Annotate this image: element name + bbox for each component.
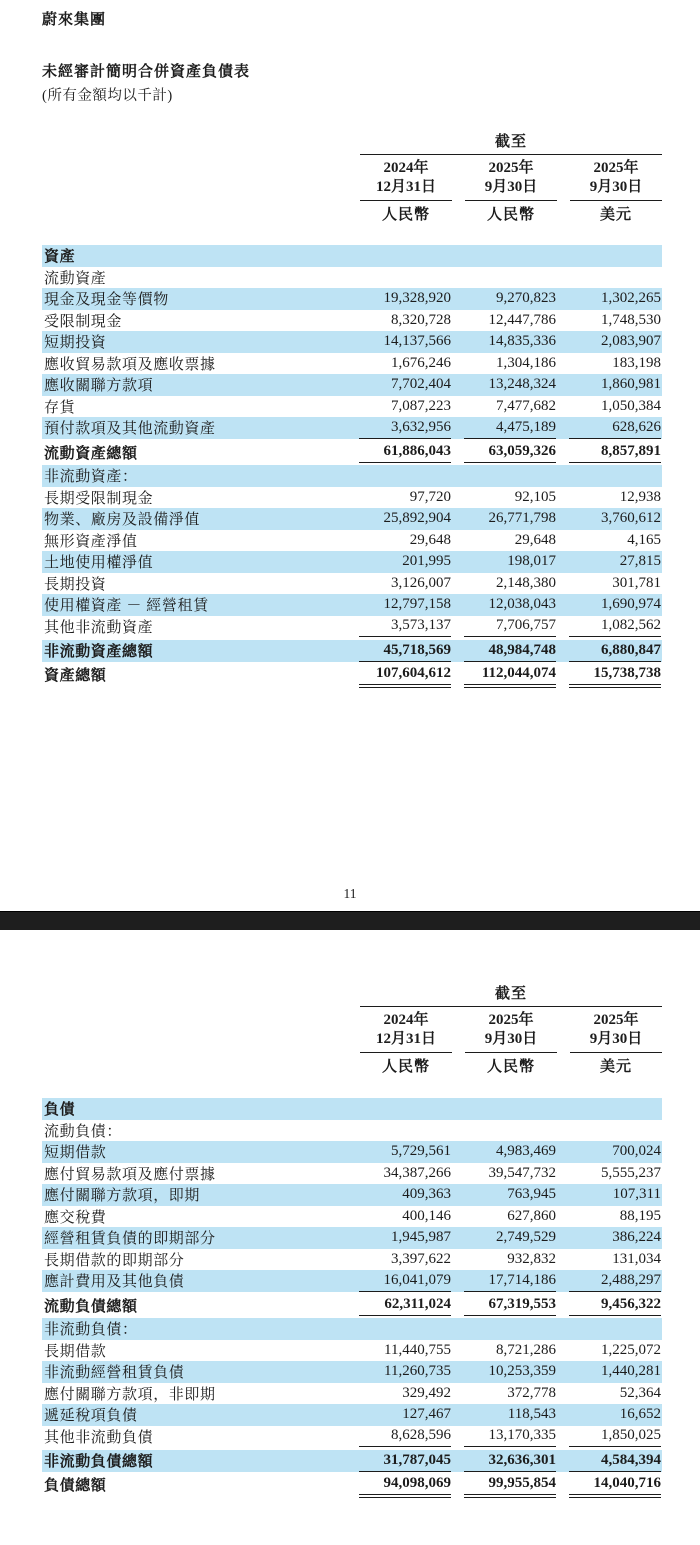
table-row (42, 1450, 662, 1472)
row-label: 非流動經營租賃負債 (44, 1365, 185, 1382)
table-row (42, 374, 662, 396)
row-value: 3,573,137 (359, 616, 451, 638)
row-value (359, 1120, 451, 1142)
table-row (42, 1340, 662, 1362)
row-value: 932,832 (507, 1250, 556, 1267)
row-value: 32,636,301 (464, 1450, 556, 1472)
table-row (42, 310, 662, 332)
row-value (464, 1120, 556, 1142)
row-value: 1,082,562 (569, 616, 661, 638)
row-value: 1,748,530 (601, 311, 661, 328)
row-value: 763,945 (507, 1186, 556, 1203)
table-row (42, 442, 662, 464)
row-value: 14,137,566 (383, 333, 451, 350)
row-label: 流動負債： (44, 1123, 123, 1140)
row-label: 長期受限制現金 (44, 490, 154, 507)
row-value (569, 267, 661, 289)
column-currency: 人民幣 (381, 1059, 430, 1075)
table-row (42, 1206, 662, 1228)
table-row (42, 1404, 662, 1426)
row-label: 應計費用及其他負債 (44, 1274, 185, 1291)
row-label: 應收關聯方款項 (44, 378, 154, 395)
table-row (42, 1184, 662, 1206)
row-value: 97,720 (409, 488, 451, 505)
row-value: 3,760,612 (601, 510, 661, 527)
row-label: 現金及現金等價物 (44, 292, 169, 309)
row-value: 67,319,553 (464, 1295, 556, 1317)
row-value: 7,087,223 (391, 397, 451, 414)
row-label: 流動負債總額 (44, 1298, 138, 1315)
row-value: 372,778 (507, 1384, 556, 1401)
row-value: 1,304,186 (496, 354, 556, 371)
date-header-row (360, 155, 662, 201)
row-value: 198,017 (507, 553, 556, 570)
row-value: 2,488,297 (569, 1270, 661, 1292)
as-of-label: 截至 (360, 982, 662, 1007)
table-row (42, 573, 662, 595)
table-row (42, 267, 662, 289)
row-value: 1,050,384 (601, 397, 661, 414)
row-label: 非流動負債總額 (44, 1454, 154, 1471)
column-date: 2025年 9月30日 (465, 1007, 557, 1053)
row-value: 409,363 (402, 1186, 451, 1203)
row-value: 25,892,904 (383, 510, 451, 527)
row-value (359, 267, 451, 289)
row-value: 2,749,529 (496, 1229, 556, 1246)
row-value: 1,225,072 (601, 1341, 661, 1358)
row-value (359, 1098, 451, 1120)
row-value: 19,328,920 (383, 290, 451, 307)
row-value: 31,787,045 (359, 1450, 451, 1472)
row-label: 其他非流動資產 (44, 619, 154, 636)
row-value: 12,447,786 (488, 311, 556, 328)
row-label: 長期借款 (44, 1343, 107, 1360)
row-value: 1,440,281 (601, 1363, 661, 1380)
row-value (464, 1318, 556, 1340)
table-row (42, 417, 662, 439)
row-label: 物業、廠房及設備淨值 (44, 512, 201, 529)
row-value: 9,270,823 (496, 290, 556, 307)
table-row (42, 1295, 662, 1317)
row-value: 1,945,987 (391, 1229, 451, 1246)
row-value: 4,983,469 (496, 1143, 556, 1160)
row-value: 4,584,394 (569, 1450, 661, 1472)
row-label: 應交稅費 (44, 1209, 107, 1226)
table-row (42, 353, 662, 375)
column-header (360, 982, 662, 1077)
column-header (360, 130, 662, 225)
row-label: 流動資產 (44, 270, 107, 287)
row-value: 8,628,596 (359, 1426, 451, 1448)
row-label: 土地使用權淨值 (44, 555, 154, 572)
row-value: 10,253,359 (488, 1363, 556, 1380)
row-value: 1,860,981 (601, 376, 661, 393)
table-row (42, 465, 662, 487)
table-row (42, 1270, 662, 1292)
row-value: 12,038,043 (488, 596, 556, 613)
table-row (42, 1249, 662, 1271)
row-value: 329,492 (402, 1384, 451, 1401)
row-value: 112,044,074 (464, 664, 556, 686)
row-label: 長期借款的即期部分 (44, 1252, 185, 1269)
row-value: 7,477,682 (496, 397, 556, 414)
column-currency: 人民幣 (486, 1059, 535, 1075)
currency-header-row (360, 201, 662, 225)
row-value (569, 1098, 661, 1120)
row-value: 4,165 (627, 531, 661, 548)
row-value: 4,475,189 (464, 417, 556, 439)
column-date: 2024年 12月31日 (360, 1007, 452, 1053)
row-value (569, 465, 661, 487)
amounts-unit-note: (所有金額均以千計) (42, 88, 173, 104)
row-value: 39,547,732 (488, 1164, 556, 1181)
row-value: 27,815 (619, 553, 661, 570)
row-value: 92,105 (514, 488, 556, 505)
row-label: 負債 (44, 1102, 76, 1119)
row-value: 63,059,326 (464, 442, 556, 464)
row-label: 應收貿易款項及應收票據 (44, 356, 216, 373)
row-value (464, 245, 556, 267)
row-value: 1,302,265 (601, 290, 661, 307)
row-value: 201,995 (402, 553, 451, 570)
row-value: 3,126,007 (391, 574, 451, 591)
page-2 (0, 982, 700, 1503)
row-value: 13,248,324 (488, 376, 556, 393)
row-value: 52,364 (619, 1384, 661, 1401)
table-row (42, 1120, 662, 1142)
row-value: 14,040,716 (569, 1474, 661, 1496)
row-value: 13,170,335 (464, 1426, 556, 1448)
statement-title: 未經審計簡明合併資產負債表 (42, 64, 251, 80)
row-label: 資產 (44, 249, 76, 266)
row-value: 11,440,755 (384, 1341, 451, 1358)
row-value: 107,604,612 (359, 664, 451, 686)
row-value: 118,543 (507, 1406, 556, 1423)
row-value: 107,311 (612, 1186, 661, 1203)
column-date: 2024年 12月31日 (360, 155, 452, 201)
row-value: 2,148,380 (496, 574, 556, 591)
row-value: 5,729,561 (391, 1143, 451, 1160)
row-label: 存貨 (44, 399, 76, 416)
row-label: 受限制現金 (44, 313, 123, 330)
table-row (42, 245, 662, 267)
row-label: 流動資產總額 (44, 445, 138, 462)
page-break-bar (0, 911, 700, 930)
row-label: 非流動資產總額 (44, 644, 154, 661)
row-value: 16,041,079 (359, 1270, 451, 1292)
row-value (569, 245, 661, 267)
row-value: 127,467 (402, 1406, 451, 1423)
row-label: 負債總額 (44, 1477, 107, 1494)
row-value: 45,718,569 (359, 640, 451, 662)
row-value: 11,260,735 (384, 1363, 451, 1380)
row-value (569, 1120, 661, 1142)
row-label: 其他非流動負債 (44, 1429, 154, 1446)
column-date: 2025年 9月30日 (465, 155, 557, 201)
row-value: 17,714,186 (464, 1270, 556, 1292)
row-label: 資產總額 (44, 667, 107, 684)
row-value: 48,984,748 (464, 640, 556, 662)
row-value: 15,738,738 (569, 664, 661, 686)
row-value (464, 267, 556, 289)
column-currency: 美元 (599, 207, 632, 223)
table-row (42, 1383, 662, 1405)
row-value: 7,702,404 (391, 376, 451, 393)
row-value: 301,781 (612, 574, 661, 591)
column-currency: 人民幣 (486, 207, 535, 223)
row-value: 386,224 (612, 1229, 661, 1246)
currency-header-row (360, 1053, 662, 1077)
company-name: 蔚來集團 (42, 12, 107, 28)
row-value: 29,648 (409, 531, 451, 548)
row-value (359, 245, 451, 267)
row-value: 8,857,891 (569, 442, 661, 464)
table-row (42, 487, 662, 509)
row-value: 8,320,728 (391, 311, 451, 328)
row-value (359, 465, 451, 487)
row-value: 183,198 (612, 354, 661, 371)
as-of-label: 截至 (360, 130, 662, 155)
table-row (42, 288, 662, 310)
row-value: 1,690,974 (601, 596, 661, 613)
table-row (42, 1098, 662, 1120)
table-row (42, 1141, 662, 1163)
row-value: 400,146 (402, 1207, 451, 1224)
table-row (42, 530, 662, 552)
table-row (42, 396, 662, 418)
row-label: 使用權資產 － 經營租賃 (44, 598, 209, 615)
table-row (42, 594, 662, 616)
row-value: 5,555,237 (601, 1164, 661, 1181)
row-label: 非流動負債： (44, 1322, 138, 1339)
table-row (42, 664, 662, 686)
row-value: 2,083,907 (601, 333, 661, 350)
row-value: 3,397,622 (391, 1250, 451, 1267)
column-currency: 美元 (599, 1059, 632, 1075)
row-value: 7,706,757 (464, 616, 556, 638)
row-value (464, 465, 556, 487)
row-label: 經營租賃負債的即期部分 (44, 1231, 216, 1248)
table-row (42, 616, 662, 638)
table-row (42, 1474, 662, 1496)
row-value (569, 1318, 661, 1340)
row-value: 12,938 (619, 488, 661, 505)
row-value: 88,195 (619, 1207, 661, 1224)
row-value: 14,835,336 (488, 333, 556, 350)
liabilities-table (42, 1098, 662, 1495)
row-value (359, 1318, 451, 1340)
table-row (42, 640, 662, 662)
row-value (464, 1098, 556, 1120)
row-value: 131,034 (612, 1250, 661, 1267)
row-value: 3,632,956 (359, 417, 451, 439)
table-row (42, 1361, 662, 1383)
row-value: 6,880,847 (569, 640, 661, 662)
row-value: 26,771,798 (488, 510, 556, 527)
row-label: 應付關聯方款項，即期 (44, 1188, 201, 1205)
row-value: 8,721,286 (496, 1341, 556, 1358)
row-label: 應付貿易款項及應付票據 (44, 1166, 216, 1183)
column-date: 2025年 9月30日 (570, 155, 662, 201)
page-1 (0, 0, 700, 685)
row-label: 應付關聯方款項，非即期 (44, 1386, 216, 1403)
row-value: 16,652 (619, 1406, 661, 1423)
row-value: 1,850,025 (569, 1426, 661, 1448)
row-label: 短期借款 (44, 1145, 107, 1162)
row-value: 12,797,158 (383, 596, 451, 613)
row-value: 9,456,322 (569, 1295, 661, 1317)
table-row (42, 1426, 662, 1448)
assets-table (42, 245, 662, 685)
table-row (42, 1163, 662, 1185)
table-row (42, 331, 662, 353)
row-value: 34,387,266 (383, 1164, 451, 1181)
table-row (42, 1227, 662, 1249)
row-value: 29,648 (514, 531, 556, 548)
column-date: 2025年 9月30日 (570, 1007, 662, 1053)
row-label: 遞延稅項負債 (44, 1408, 138, 1425)
row-value: 61,886,043 (359, 442, 451, 464)
row-label: 預付款項及其他流動資產 (44, 421, 216, 438)
page-number: 11 (343, 886, 357, 901)
table-row (42, 551, 662, 573)
row-value: 628,626 (569, 417, 661, 439)
table-row (42, 508, 662, 530)
date-header-row (360, 1007, 662, 1053)
column-currency: 人民幣 (381, 207, 430, 223)
row-value: 627,860 (507, 1207, 556, 1224)
row-value: 94,098,069 (359, 1474, 451, 1496)
row-label: 長期投資 (44, 576, 107, 593)
row-value: 1,676,246 (391, 354, 451, 371)
row-label: 無形資產淨值 (44, 533, 138, 550)
row-label: 非流動資產： (44, 469, 138, 486)
row-label: 短期投資 (44, 335, 107, 352)
table-row (42, 1318, 662, 1340)
row-value: 700,024 (612, 1143, 661, 1160)
row-value: 62,311,024 (359, 1295, 451, 1317)
row-value: 99,955,854 (464, 1474, 556, 1496)
